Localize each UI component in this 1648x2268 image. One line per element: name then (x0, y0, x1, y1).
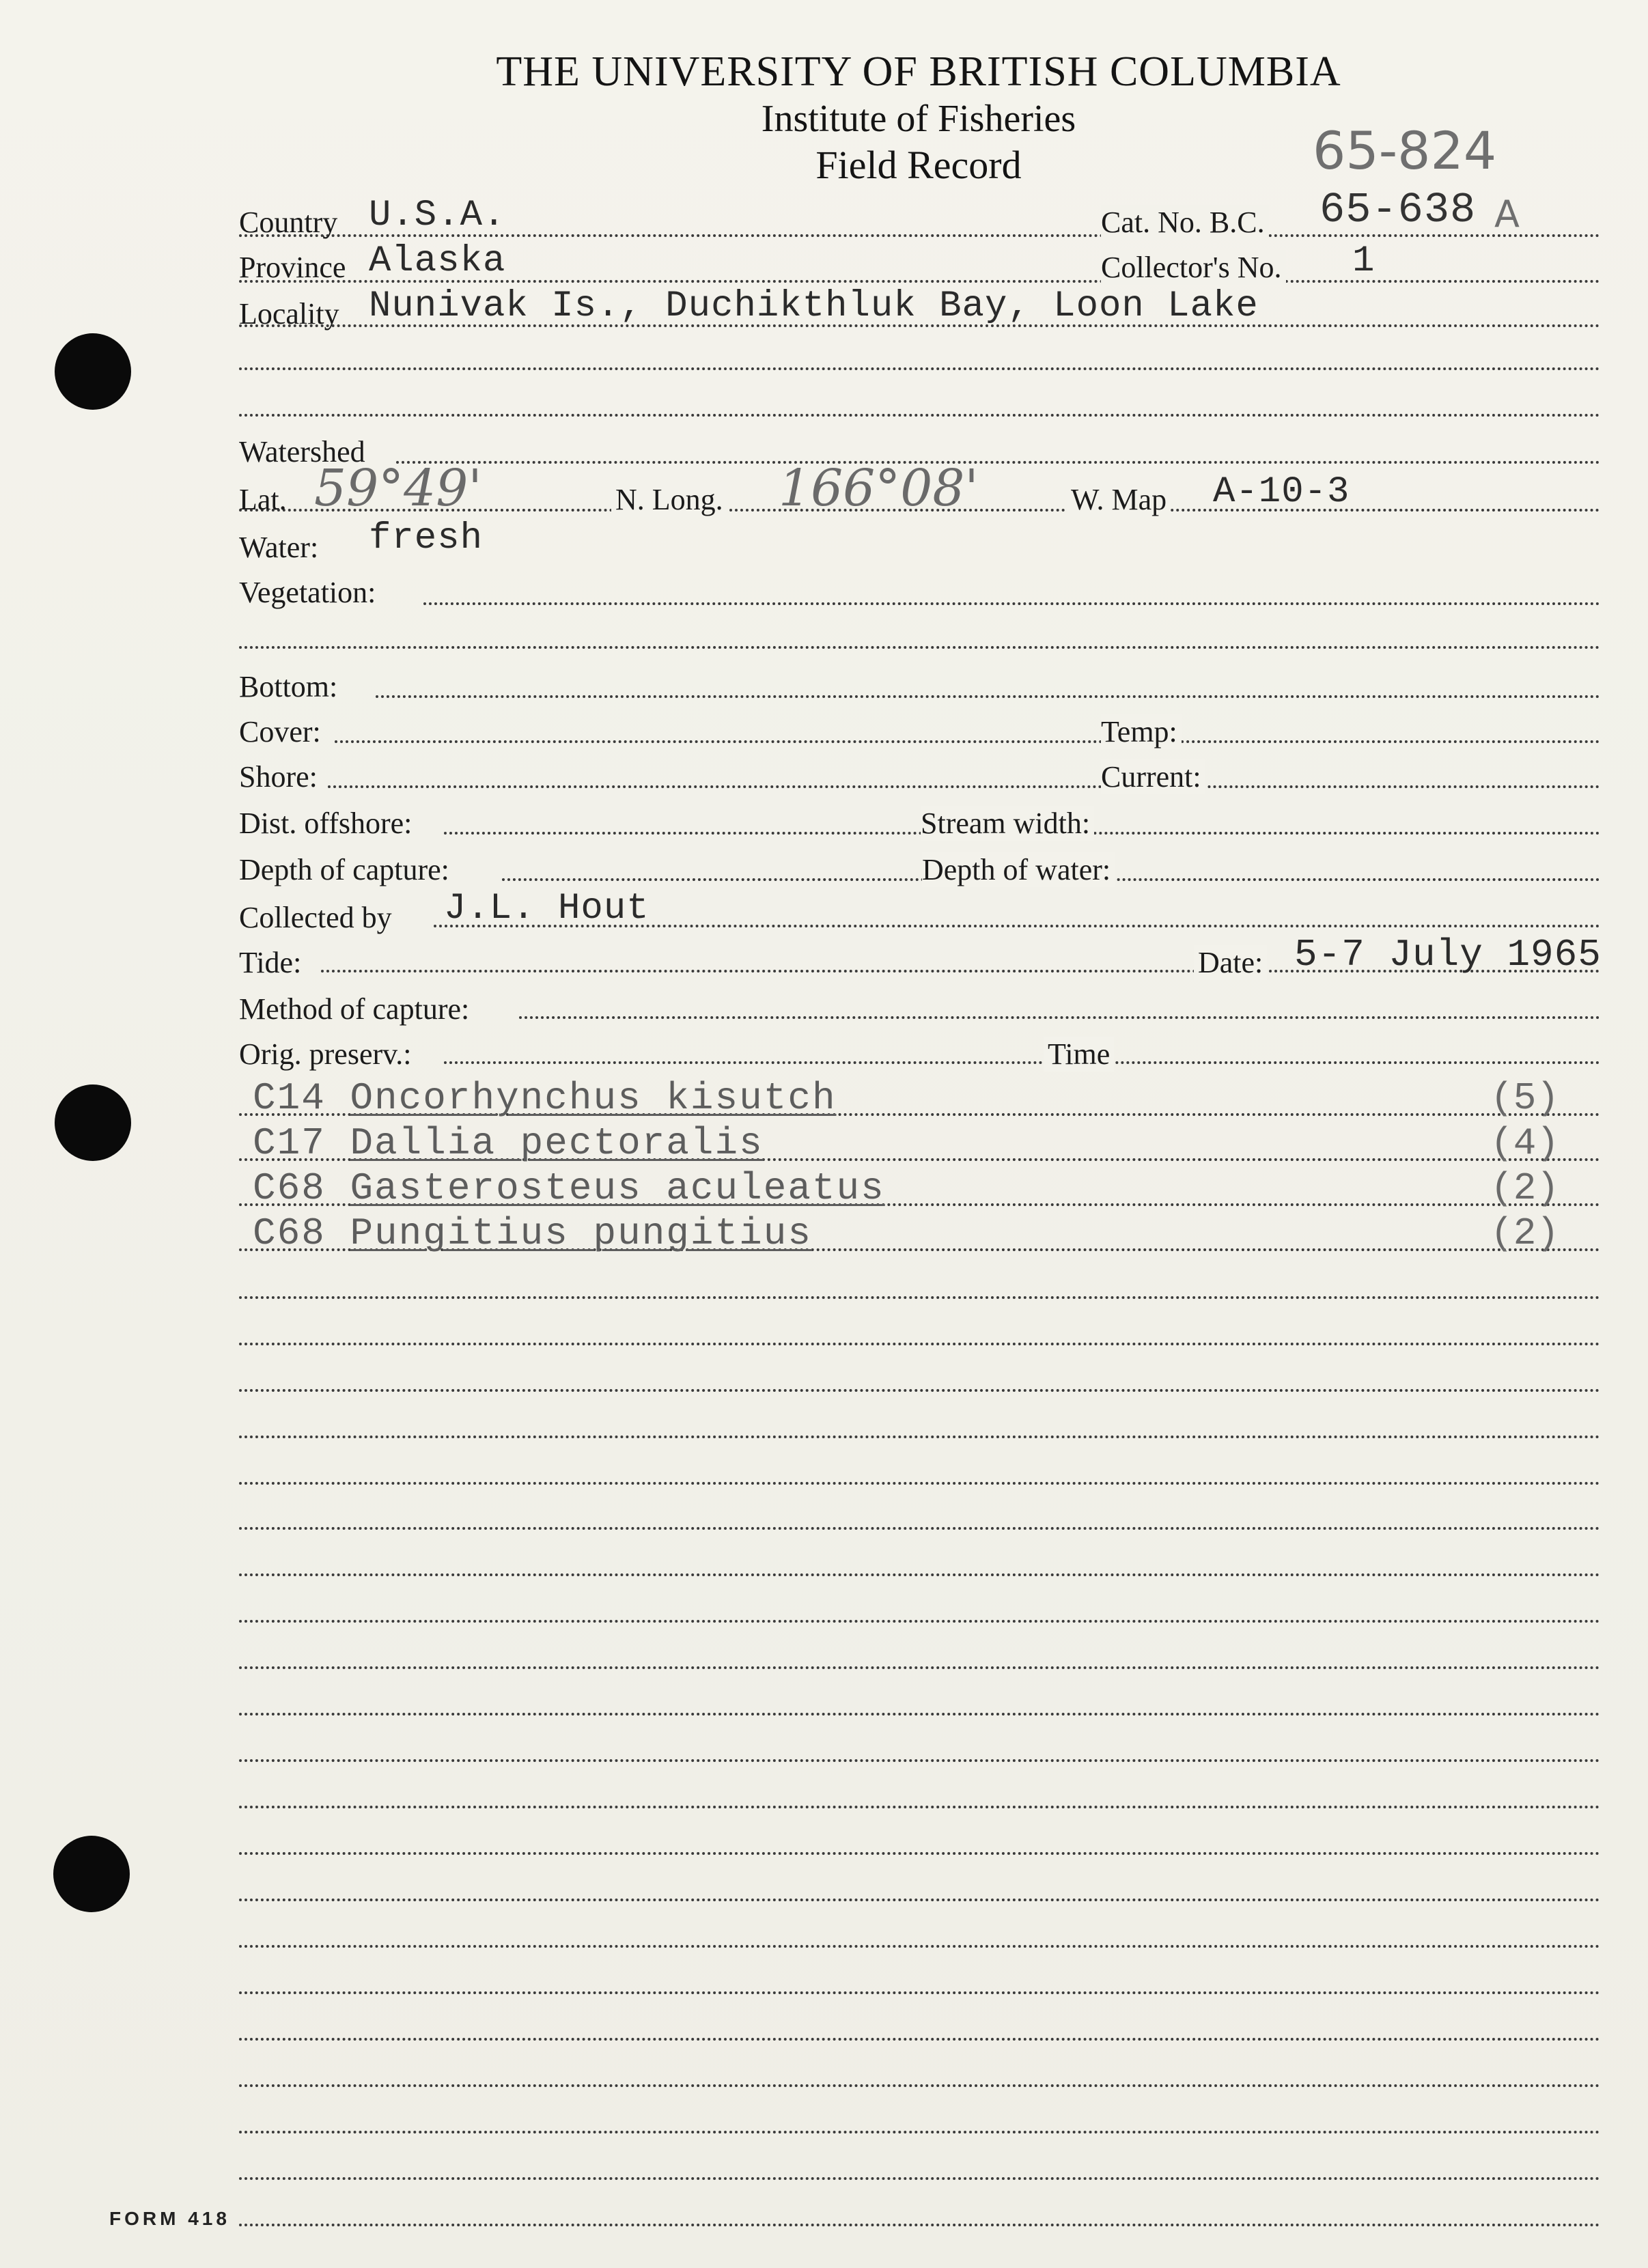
depth-capture-label: Depth of capture: (239, 853, 449, 886)
species-code: C14 (253, 1076, 326, 1120)
record-title: Field Record (815, 143, 1022, 187)
ruled-line (239, 1806, 1600, 1808)
w-map-label: W. Map (1067, 482, 1171, 517)
ruled-line (239, 1945, 1600, 1948)
temp-label: Temp: (1101, 714, 1182, 749)
ruled-line (239, 1899, 1600, 1901)
long-value: 166°08' (779, 459, 979, 518)
species-count: (5) (1490, 1076, 1559, 1120)
institute-title: Institute of Fisheries (761, 98, 1076, 140)
tide-label: Tide: (239, 946, 302, 979)
ruled-line (239, 1759, 1600, 1762)
ruled-line (239, 1296, 1600, 1299)
bottom-label: Bottom: (239, 670, 338, 703)
date-label: Date: (1194, 945, 1267, 980)
watershed-line (396, 461, 1600, 464)
locality-value: Nunivak Is., Duchikthluk Bay, Loon Lake (369, 285, 1259, 327)
ruled-line (239, 1527, 1600, 1530)
species-count: (2) (1490, 1166, 1559, 1210)
time-label: Time (1044, 1037, 1114, 1072)
ruled-line (239, 1666, 1600, 1669)
ruled-line (239, 2038, 1600, 2041)
punch-hole-top (55, 333, 131, 410)
locality-line-2 (239, 367, 1600, 370)
map-value: A-10-3 (1213, 471, 1350, 513)
water-label: Water: (239, 531, 319, 564)
vegetation-line-2 (239, 646, 1600, 649)
country-label: Country (239, 206, 338, 239)
stream-width-label: Stream width: (921, 806, 1094, 841)
ruled-line (239, 2177, 1600, 2180)
species-row-3 (253, 1166, 885, 1210)
species-code: C68 (253, 1166, 326, 1210)
vegetation-line (423, 602, 1600, 605)
ruled-line (239, 1620, 1600, 1623)
method-label: Method of capture: (239, 992, 470, 1026)
species-code: C17 (253, 1121, 326, 1165)
locality-label: Locality (239, 297, 339, 331)
species-row-2 (253, 1121, 764, 1165)
collected-by-label: Collected by (239, 901, 392, 934)
ruled-line (239, 1343, 1600, 1345)
cat-no-label: Cat. No. B.C. (1101, 205, 1269, 240)
method-line (519, 1016, 1600, 1019)
collector-no-value: 1 (1352, 240, 1375, 282)
collected-by-value: J.L. Hout (444, 888, 650, 929)
province-label: Province (239, 251, 346, 284)
collector-no-label: Collector's No. (1101, 250, 1286, 285)
species-name: Pungitius pungitius (350, 1212, 812, 1255)
form-number: FORM 418 (109, 2208, 230, 2229)
ruled-line (239, 1852, 1600, 1855)
orig-preserv-line (444, 1061, 1600, 1064)
ruled-line (239, 2224, 1600, 2226)
species-code: C68 (253, 1212, 326, 1255)
species-row-1 (253, 1076, 837, 1120)
lat-value: 59°49' (314, 459, 482, 518)
ruled-line (239, 1573, 1600, 1576)
current-label: Current: (1101, 759, 1205, 794)
species-count: (4) (1490, 1121, 1559, 1165)
species-name: Gasterosteus aculeatus (350, 1166, 885, 1210)
ruled-line (239, 1991, 1600, 1994)
punch-hole-middle (55, 1084, 131, 1161)
locality-line-3 (239, 414, 1600, 417)
water-value: fresh (369, 518, 484, 559)
ruled-line (239, 1389, 1600, 1392)
university-title: THE UNIVERSITY OF BRITISH COLUMBIA (496, 48, 1341, 95)
cat-no-suffix: A (1494, 193, 1520, 236)
species-name: Oncorhynchus kisutch (350, 1076, 837, 1120)
species-count: (2) (1490, 1212, 1559, 1255)
cover-line (335, 740, 1600, 743)
shore-label: Shore: (239, 760, 318, 794)
cover-label: Cover: (239, 715, 321, 748)
country-value: U.S.A. (369, 195, 506, 236)
lat-label: Lat. (239, 483, 287, 516)
vegetation-label: Vegetation: (239, 576, 376, 609)
watershed-label: Watershed (239, 435, 365, 468)
orig-preserv-label: Orig. preserv.: (239, 1037, 412, 1071)
n-long-label: N. Long. (611, 482, 727, 517)
shore-line (328, 785, 1600, 788)
handwritten-number: 65-824 (1313, 120, 1497, 181)
species-row-4 (253, 1212, 812, 1255)
date-value: 5-7 July 1965 (1294, 933, 1602, 977)
ruled-line (239, 2131, 1600, 2133)
depth-water-label: Depth of water: (922, 852, 1115, 887)
province-value: Alaska (369, 240, 506, 282)
bottom-line (376, 695, 1600, 698)
dist-offshore-label: Dist. offshore: (239, 807, 413, 840)
cat-no-value: 65-638 (1319, 186, 1477, 234)
species-name: Dallia pectoralis (350, 1121, 764, 1165)
ruled-line (239, 1713, 1600, 1716)
ruled-line (239, 1436, 1600, 1438)
punch-hole-bottom (53, 1836, 130, 1912)
ruled-line (239, 2084, 1600, 2087)
ruled-line (239, 1482, 1600, 1485)
